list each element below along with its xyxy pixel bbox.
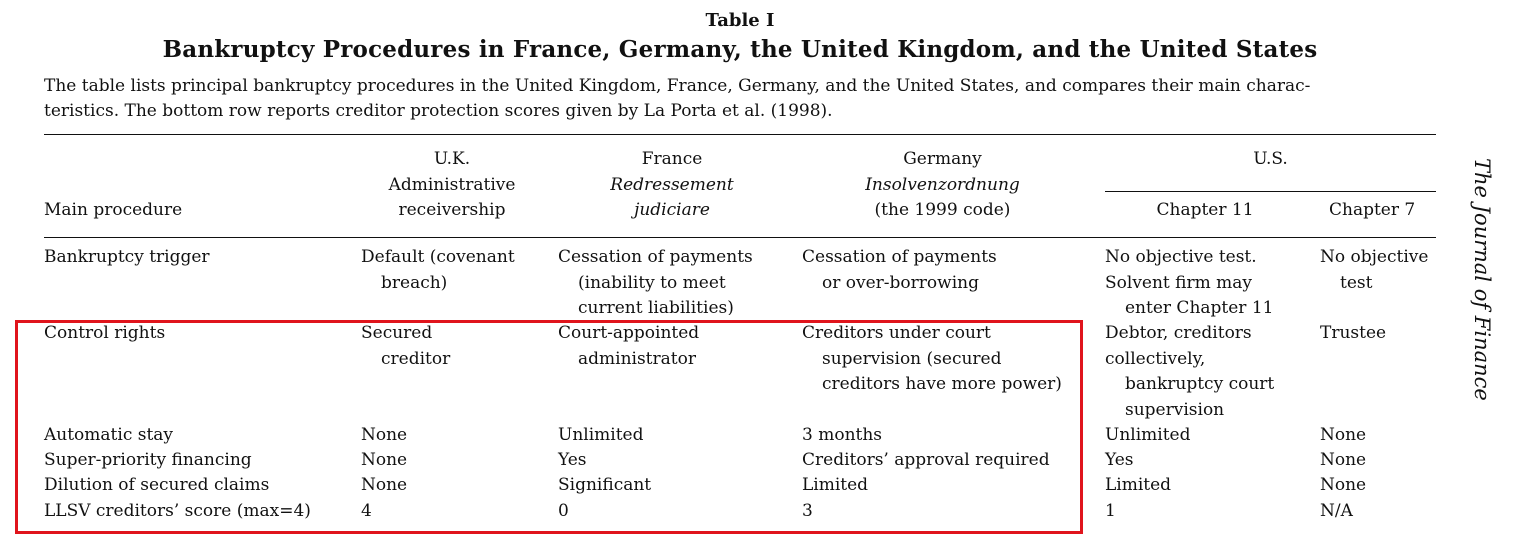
highlight-box (15, 320, 1083, 534)
header-line: receivership (398, 200, 506, 220)
journal-name-text: The Journal of Finance (1470, 158, 1494, 401)
top-rule (44, 134, 1436, 135)
cell-line: Court-appointed (558, 323, 700, 343)
journal-name (1462, 158, 1504, 438)
cell-chapter-7: None (1320, 425, 1367, 445)
cell-germany: Limited (802, 475, 869, 495)
header-line: Germany (903, 149, 982, 169)
table-caption (44, 74, 1436, 124)
cell-chapter-11: Limited (1105, 475, 1172, 495)
header-line: (the 1999 code) (874, 200, 1011, 220)
header-line: Insolvenzordnung (865, 174, 1020, 195)
cell-chapter-11: Unlimited (1105, 425, 1191, 445)
cell-line: Creditors under court (802, 323, 991, 343)
cell-line: creditor (381, 348, 451, 369)
header-france (557, 147, 787, 224)
cell-line: test (1340, 272, 1373, 293)
cell-uk (361, 245, 515, 296)
header-line: judiciare (634, 200, 710, 220)
cell-line: current liabilities) (578, 298, 734, 315)
header-us: U.S. (1253, 149, 1288, 169)
cell-france (558, 245, 753, 315)
cell-france: Unlimited (558, 425, 644, 445)
cell-chapter-11 (1105, 245, 1273, 322)
cell-line: No objective (1320, 247, 1429, 267)
cell-line: No objective test. (1105, 247, 1257, 267)
header-uk (362, 147, 542, 224)
cell-uk: None (361, 425, 408, 445)
header-rule (44, 237, 1436, 238)
row-label: Bankruptcy trigger (44, 247, 210, 267)
cell-france: 0 (558, 501, 569, 521)
header-line: France (641, 149, 703, 169)
table-title: Bankruptcy Procedures in France, Germany, the United Kingdom, and the United States (162, 36, 1318, 63)
us-group-rule (1105, 191, 1436, 192)
cell-chapter-7 (1320, 321, 1386, 347)
caption-line: teristics. The bottom row reports creditor protection scores given by La Porta et al. (1998). (44, 101, 833, 121)
row-label: Dilution of secured claims (44, 475, 270, 495)
header-germany (825, 147, 1060, 224)
cell-line: breach) (381, 272, 448, 293)
cell-line: or over-borrowing (822, 272, 979, 293)
cell-line: supervision (secured (822, 348, 1002, 369)
header-main-procedure: Main procedure (44, 200, 183, 220)
cell-line: Default (covenant (361, 247, 515, 267)
cell-chapter-7: N/A (1320, 501, 1353, 521)
cell-chapter-7 (1320, 245, 1428, 296)
cell-line: Cessation of payments (802, 247, 997, 267)
cell-france: Yes (558, 450, 587, 470)
header-chapter-7: Chapter 7 (1329, 200, 1416, 220)
cell-chapter-11: Yes (1105, 450, 1134, 470)
cell-germany: 3 months (802, 425, 883, 445)
cell-line: Trustee (1320, 323, 1387, 343)
cell-line: Cessation of payments (558, 247, 753, 267)
cell-germany (802, 245, 997, 296)
cell-line: administrator (578, 348, 696, 369)
cell-germany: Creditors’ approval required (802, 450, 1050, 470)
cell-line: creditors have more power) (822, 374, 1062, 394)
cell-chapter-11: 1 (1105, 501, 1116, 521)
cell-line: (inability to meet (578, 272, 726, 293)
cell-france: Significant (558, 475, 652, 495)
cell-germany: 3 (802, 501, 813, 521)
header-chapter-11: Chapter 11 (1156, 200, 1254, 220)
row-label: Control rights (44, 323, 166, 343)
cell-chapter-7: None (1320, 450, 1367, 470)
cell-line: Debtor, creditors (1105, 323, 1252, 343)
cell-line: collectively, (1105, 348, 1206, 369)
header-line: U.K. (433, 149, 471, 169)
header-line: Administrative (388, 174, 516, 195)
cell-chapter-7: None (1320, 475, 1367, 495)
cell-uk: None (361, 450, 408, 470)
cell-line: Solvent firm may (1105, 272, 1253, 293)
row-label: LLSV creditors’ score (max=4) (44, 501, 311, 521)
cell-uk: 4 (361, 501, 372, 521)
cell-line: supervision (1125, 399, 1225, 420)
cell-uk: None (361, 475, 408, 495)
header-line: Redressement (610, 174, 734, 195)
table-label: Table I (705, 10, 775, 31)
row-label: Super-priority financing (44, 450, 252, 470)
cell-line: enter Chapter 11 (1125, 298, 1274, 318)
cell-line: bankruptcy court (1125, 374, 1275, 394)
cell-line: Secured (361, 323, 433, 343)
row-label: Automatic stay (44, 425, 174, 445)
caption-line: The table lists principal bankruptcy procedures in the United Kingdom, France, Germany, and the United States, and compares their main charac- (44, 76, 1311, 96)
cell-chapter-11 (1105, 321, 1274, 423)
